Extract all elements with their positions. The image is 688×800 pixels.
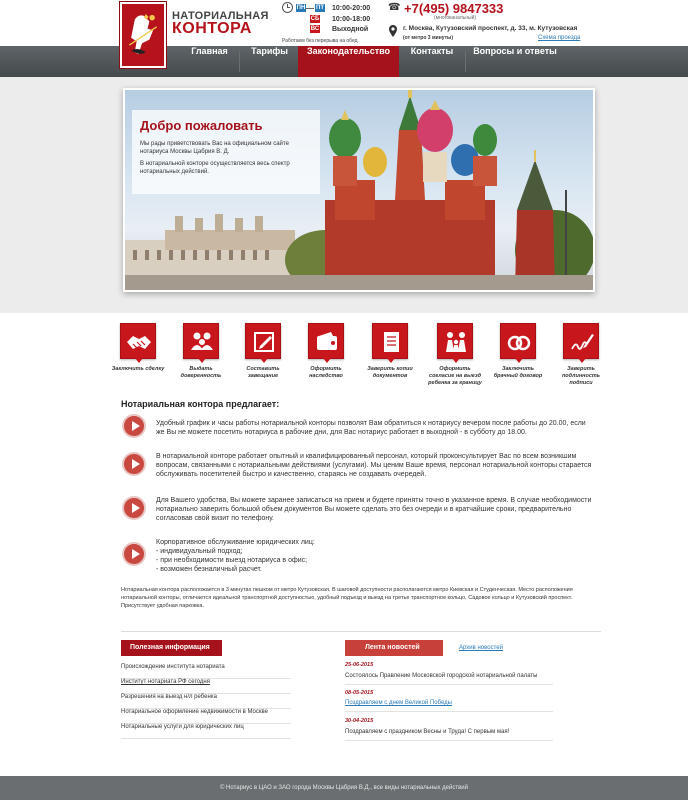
nav-item-legislation[interactable]: Законодательство [298, 46, 399, 77]
phone-number[interactable]: +7(495) 9847333 [404, 1, 504, 16]
service-label: Выдать доверенность [180, 366, 222, 379]
useful-item[interactable]: Институт нотариата РФ сегодня [121, 679, 291, 694]
service-label: Заключить брачный договор [493, 366, 543, 379]
service-signature[interactable] [553, 323, 609, 387]
offer-text: В нотариальной конторе работает опытный и квалифицированный персонал, который проконсультирует Вас по всем возникшим вопросам, связанными с нотариальными действиями (услугами). Мы ценим Ваше время, персонал нотариальной конторы старается обслуживать посетителей быстро и качественно, стараясь не создавать очередей. [156, 453, 592, 478]
route-map-link[interactable]: Схема проезда [538, 35, 581, 41]
hero-banner [123, 88, 595, 292]
day-range-dash [306, 8, 314, 9]
offer-text [156, 538, 596, 574]
service-inheritance[interactable] [298, 323, 354, 380]
corporate-point: - возможен безналичный расчет. [156, 566, 262, 573]
service-power-of-attorney[interactable] [173, 323, 229, 380]
rings-icon [500, 323, 536, 359]
news-header: Лента новостей [345, 640, 443, 656]
play-arrow-icon [122, 414, 146, 438]
offer-text: Удобный график и часы работы нотариальной конторы позволят Вам обратиться к нотариусу вечером после работы до 20.00, если же Вы не можете посетить нотариуса в рабочие дни, для Вас нотариус работает в выходной - в субботу до 18.00. [156, 420, 586, 436]
document-pen-icon [245, 323, 281, 359]
family-icon [437, 323, 473, 359]
day-badge-sat: СБ [310, 16, 320, 22]
useful-item[interactable]: Нотариальное оформление недвижимости в Москве [121, 709, 291, 724]
welcome-title: Добро пожаловать [140, 118, 263, 133]
logo-line2: КОНТОРА [172, 20, 252, 37]
news-date: 25-06-2015 [345, 662, 374, 668]
offers-title: Нотариальная контора предлагает: [121, 399, 280, 409]
useful-item[interactable]: Нотариальные услуги для юридических лиц [121, 724, 291, 739]
hours-saturday: 10:00-18:00 [332, 16, 371, 23]
nav-item-contacts[interactable]: Контакты [410, 46, 454, 56]
play-arrow-icon [122, 542, 146, 566]
service-child-travel[interactable] [427, 323, 483, 387]
service-marriage-contract[interactable] [490, 323, 546, 380]
handshake-icon [120, 323, 156, 359]
nav-separator [465, 51, 466, 72]
news-text: Поздравляем с праздником Весны и Труда! С первым мая! [345, 729, 553, 741]
header [0, 0, 688, 46]
lunch-note: Работаем без перерыва на обед [282, 38, 358, 44]
service-label: Заключить сделку [111, 366, 165, 372]
location-text: Нотариальная контора расположается в 3 минутах пешком от метро Кутузовская. В шаговой доступности располагаются метро Киевская и Студенческая. Место расположения нотариальной конторы, отличается идеальной транспортной доступностью, удобный подъезд и выезд на третье транспортное кольцо, Садовое кольцо и Кутузовский проспект. Присутствует удобная парковка. [121, 587, 573, 609]
useful-item[interactable]: Разрешения на выезд н/л ребенка [121, 694, 291, 709]
news-link[interactable]: Поздравляем с днем Великой Победы [345, 700, 553, 712]
hours-weekdays: 10:00-20:00 [332, 5, 371, 12]
service-copies[interactable] [362, 323, 418, 380]
service-label: Заверить копии документов [367, 366, 413, 379]
welcome-text-services: В нотариальной конторе осуществляется весь спектр нотариальных действий. [140, 161, 290, 175]
news-date: 08-05-2015 [345, 690, 374, 696]
people-icon [183, 323, 219, 359]
play-arrow-icon [122, 452, 146, 476]
nav-item-home[interactable]: Главная [191, 46, 228, 56]
wallet-icon [308, 323, 344, 359]
useful-item[interactable]: Происхождение института нотариата [121, 664, 291, 679]
service-label: Оформить наследство [309, 366, 343, 379]
hours-sunday: Выходной [332, 26, 369, 33]
nav-item-faq[interactable]: Вопросы и ответы [473, 46, 557, 56]
service-deal[interactable] [110, 323, 166, 373]
signature-icon [563, 323, 599, 359]
corporate-heading: Корпоративное обслуживание юридических лиц: [156, 539, 315, 546]
offer-text: Для Вашего удобства, Вы можете заранее записаться на прием и будете приняты точно в указанное время. В случае необходимости нотариально заверить большой объем документов Вы можете сделать это без очереди и в кратчайшие сроки, предварительно согласовав свой визит по телефону. [156, 497, 592, 522]
nav-separator [239, 51, 240, 72]
logo-line1: НАТОРИАЛЬНАЯ [172, 10, 269, 22]
service-will[interactable] [235, 323, 291, 380]
address-sub: (от метро 3 минуты) [403, 35, 453, 41]
moscow-coat-of-arms-logo[interactable] [120, 2, 166, 68]
clock-icon [282, 2, 293, 13]
nav-item-tariffs[interactable]: Тарифы [251, 46, 288, 56]
divider [121, 631, 601, 632]
service-label: Оформить согласие на выезд ребенка за границу [428, 366, 482, 386]
footer: © Нотариус в ЦАО и ЗАО города Москвы Цабрия В.Д., все виды нотариальных действий [0, 776, 688, 800]
news-archive-link[interactable]: Архив новостей [459, 645, 503, 651]
service-label: Заверить подлинность подписи [561, 366, 601, 386]
play-arrow-icon [122, 496, 146, 520]
main-nav [0, 46, 688, 77]
phone-note: (многоканальный) [434, 15, 477, 21]
day-badge-sun: ВС [310, 26, 320, 32]
day-badge-fri: ПТ [316, 5, 324, 11]
copy-document-icon [372, 323, 408, 359]
corporate-point: - индивидуальный подход; [156, 548, 243, 555]
welcome-text: Мы рады приветствовать Вас на официальном сайте нотариуса Москвы Цабрия В. Д. [140, 141, 289, 155]
day-badge-mon: ПН [296, 5, 306, 11]
map-pin-icon [388, 25, 398, 37]
useful-info-header: Полезная информация [121, 640, 222, 656]
service-label: Составить завещание [246, 366, 280, 379]
news-text: Состоялось Правление Московской городской нотариальной палаты [345, 673, 553, 685]
phone-icon: ☎ [388, 2, 401, 13]
address: г. Москва, Кутузовский проспект, д. 33, м. Кутузовская [403, 25, 578, 32]
corporate-point: - при необходимости выезд нотариуса в офис; [156, 557, 308, 564]
news-date: 30-04-2015 [345, 718, 374, 724]
welcome-box [132, 110, 320, 194]
